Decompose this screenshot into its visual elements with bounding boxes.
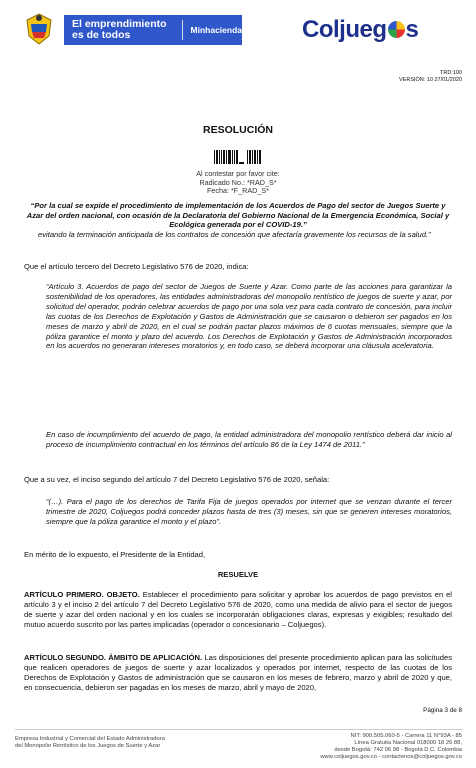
ministry-label: Minhacienda [190, 25, 242, 35]
article-two [24, 653, 452, 693]
article-three-quote: “Artículo 3. Acuerdos de pago del sector de Juegos de Suerte y Azar. Como parte de las acciones para garantizar la sostenibilidad de los operadores, las entidades administradoras del monopolio rentístico de juegos de suerte y azar, por solicitud del operador, podrán celebrar acuerdos de pago por una sola vez para cada contrato de concesión, para incluir las cuotas de los Derechos de Explotación y Gastos de Administración que se causaron o debieron ser pagados en los meses de marzo y abril de 2020, en el cual se podrán pactar plazos máximos de 6 cuotas mensuales, siempre que la póliza garantice el monto y plazo del acuerdo. Los Derechos de Explotación y Gastos de Administración incorporados en los acuerdos no generaran intereses moratorios y, en todo caso, se deberá incorporar una cláusula aceleratoria. [46, 282, 452, 351]
paragraph-merit: En mérito de lo expuesto, el Presidente de la Entidad, [24, 550, 206, 559]
footer-contact: NIT: 900.505.060-5 - Carrera 11 N°93A - 85 Línea Gratuita Nacional 018000 18 26 88, desde Bogotá: 742 06 98 - Bogotá D.C. Colombia www.coljuegos.gov.co - contactenos@coljuegos.gov.co [320, 733, 462, 760]
banner-slogan: El emprendimiento es de todos [72, 18, 167, 41]
article-three-quote-continued: En caso de incumplimiento del acuerdo de pago, la entidad administradora del monopolio rentístico deberá dar inicio al proceso de incumplimiento contractual en los términos del artículo 86 de la Ley 1474 de 2011.” [46, 430, 452, 449]
page-header [0, 0, 476, 60]
resolution-subject: “Por la cual se expide el procedimiento de implementación de los Acuerdos de Pago del sector de Juegos Suerte y Azar del orden nacional, con ocasión de la Declaratoria del Gobierno Nacional de la Emergencia Económica, Social y Ecológica generada por el COVID-19.” [26, 201, 450, 230]
quote-continuation: evitando la terminación anticipada de los contratos de concesión que afectaría gravemente los recursos de la salud.” [38, 230, 431, 239]
radicado-block: Al contestar por favor cite: Radicado No.: *RAD_S* Fecha: *F_RAD_S* [196, 169, 280, 196]
paragraph-article-seven-intro: Que a su vez, el inciso segundo del artículo 7 del Decreto Legislativo 576 de 2020, señala: [24, 475, 330, 484]
article-seven-quote: “(…). Para el pago de los derechos de Tarifa Fija de juegos operados por internet que se venzan durante el tercer trimestre de 2020, Coljuegos podrá conceder plazos hasta de tres (3) meses, sin que se generen intereses moratorios, siempre que la póliza garantice el monto y el plazo”. [46, 497, 452, 526]
coljuegos-logo: Coljueg s [302, 16, 419, 43]
page-number: Página 3 de 8 [423, 707, 462, 714]
resuelve-heading: RESUELVE [217, 570, 259, 579]
footer-divider [15, 729, 462, 730]
colombia-seal-icon [22, 12, 56, 46]
article-one-heading: ARTÍCULO PRIMERO. OBJETO. [24, 590, 140, 599]
article-one [24, 590, 452, 630]
government-banner [64, 15, 242, 45]
banner-divider [182, 20, 183, 40]
document-code: TRD:100 VERSIÓN: 10 27/01/2020 [399, 70, 462, 83]
article-two-heading: ARTÍCULO SEGUNDO. ÁMBITO DE APLICACIÓN. [24, 653, 203, 662]
document-title: RESOLUCIÓN [202, 124, 273, 136]
article-one-text: Establecer el procedimiento para solicitar y aprobar los acuerdos de pago previstos en el artículo 3 y el inciso 2 del artículo 7 del Decreto Legislativo 576 de 2020, como una medida de alivio para el sector de juegos de suerte y azar del orden nacional y en los cuales se incorporarán obligaciones claras, expresas y exigibles; resultado del mutuo acuerdo suscrito por las partes implicadas (operador o concesionario – Coljuegos). [24, 590, 452, 629]
article-two-text: Las disposiciones del presente procedimiento aplican para las solicitudes que realicen operadores de juegos de suerte y azar localizados y operados por internet, respecto de las cuotas de los Derechos de Explotación y Gastos de administración que se causaron en los meses de febrero, marzo y abril de 2020 y que, en consecuencia, debieron ser pagadas en los meses de marzo, abril y mayo de 2020, [24, 653, 452, 692]
barcode-icon [214, 150, 262, 168]
footer-entity: Empresa Industrial y Comercial del Estado Administradora del Monopolio Rentístico de los Juegos de Suerte y Azar [15, 736, 165, 749]
paragraph-article-three-intro: Que el artículo tercero del Decreto Legislativo 576 de 2020, indica: [24, 262, 249, 271]
logo-ball-icon [388, 21, 405, 38]
